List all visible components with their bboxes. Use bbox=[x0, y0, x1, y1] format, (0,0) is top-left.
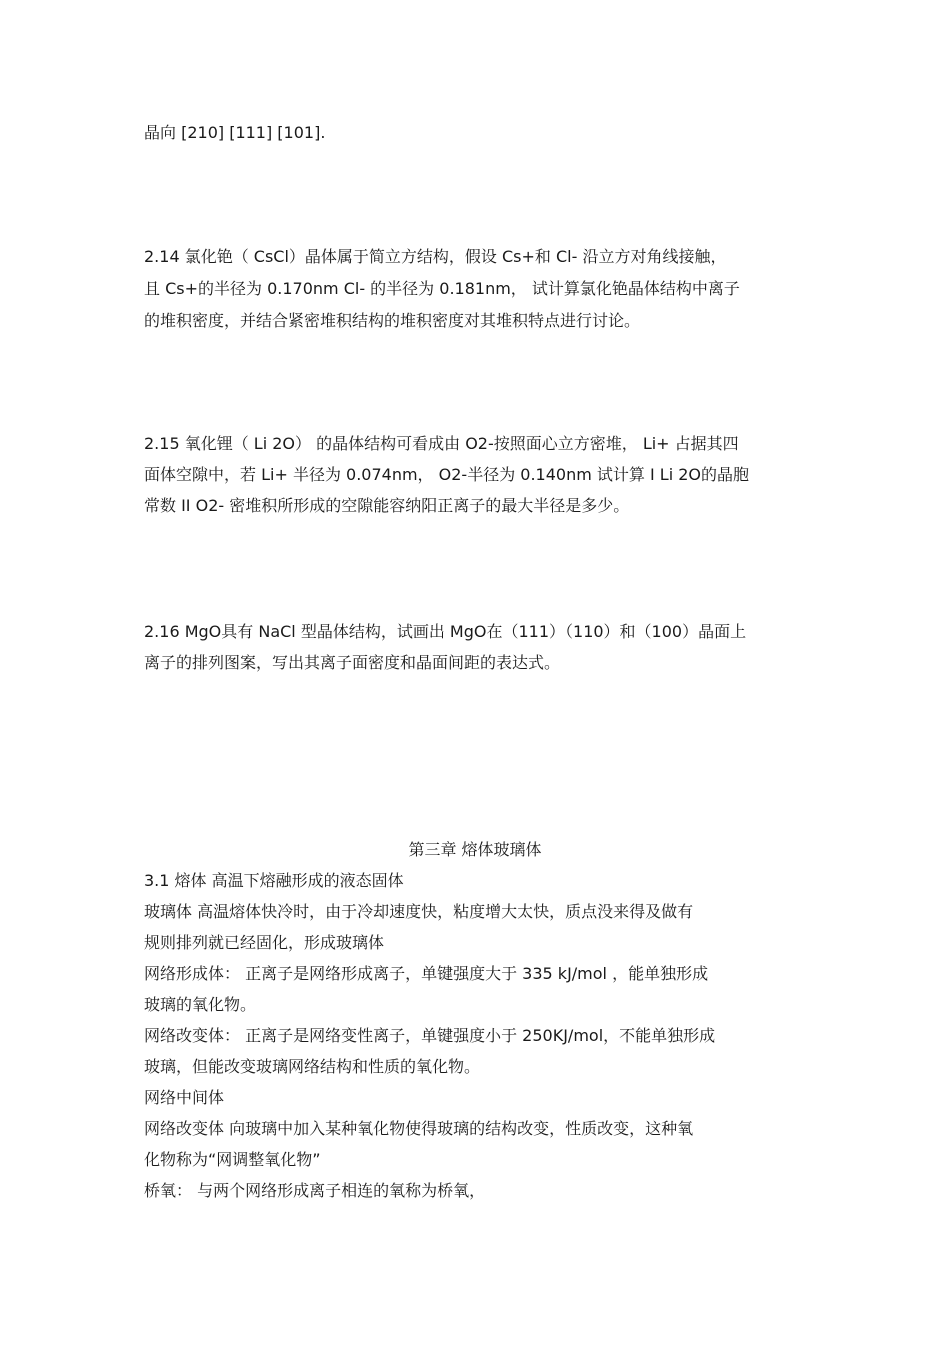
problem-2-16-line-2: 离子的排列图案，写出其离子面密度和晶面间距的表达式。 bbox=[144, 653, 561, 672]
section-3-1-melt: 3.1 熔体 高温下熔融形成的液态固体 bbox=[144, 871, 404, 890]
definition-glass-line-1: 玻璃体 高温熔体快冷时，由于冷却速度快，粘度增大太快，质点没来得及做有 bbox=[144, 902, 694, 921]
text-line-crystal-directions: 晶向 [210] [111] [101]. bbox=[144, 123, 326, 142]
definition-network-modifier-2-line-1: 网络改变体 向玻璃中加入某种氧化物使得玻璃的结构改变，性质改变，这种氧 bbox=[144, 1119, 694, 1138]
definition-network-modifier-line-2: 玻璃，但能改变玻璃网络结构和性质的氧化物。 bbox=[144, 1057, 481, 1076]
problem-2-15-line-2: 面体空隙中，若 Li+ 半径为 0.074nm， O2-半径为 0.140nm 试计算 I Li 2O的晶胞 bbox=[144, 465, 750, 484]
definition-network-intermediate: 网络中间体 bbox=[144, 1088, 225, 1107]
definition-glass-line-2: 规则排列就已经固化，形成玻璃体 bbox=[144, 933, 385, 952]
definition-network-former-line-1: 网络形成体： 正离子是网络形成离子，单键强度大于 335 kJ/mol ，能单独形成 bbox=[144, 964, 709, 983]
problem-2-15-line-3: 常数 II O2- 密堆积所形成的空隙能容纳阳正离子的最大半径是多少。 bbox=[144, 496, 630, 515]
definition-network-modifier-2-line-2: 化物称为“网调整氧化物” bbox=[144, 1150, 321, 1169]
definition-bridging-oxygen: 桥氧： 与两个网络形成离子相连的氧称为桥氧， bbox=[144, 1181, 486, 1200]
definition-network-modifier-line-1: 网络改变体： 正离子是网络变性离子，单键强度小于 250KJ/mol，不能单独形成 bbox=[144, 1026, 716, 1045]
problem-2-16-line-1: 2.16 MgO具有 NaCl 型晶体结构，试画出 MgO在（111）（110）和（100）晶面上 bbox=[144, 622, 747, 641]
problem-2-15-line-1: 2.15 氧化锂（ Li 2O） 的晶体结构可看成由 O2-按照面心立方密堆， Li+ 占据其四 bbox=[144, 434, 739, 453]
definition-network-former-line-2: 玻璃的氧化物。 bbox=[144, 995, 257, 1014]
problem-2-14-line-2: 且 Cs+的半径为 0.170nm Cl- 的半径为 0.181nm， 试计算氯化铯晶体结构中离子 bbox=[144, 279, 740, 298]
chapter-title: 第三章 熔体玻璃体 bbox=[408, 840, 542, 859]
problem-2-14-line-1: 2.14 氯化铯（ CsCl）晶体属于简立方结构，假设 Cs+和 Cl- 沿立方对角线接触， bbox=[144, 247, 727, 266]
problem-2-14-line-3: 的堆积密度，并结合紧密堆积结构的堆积密度对其堆积特点进行讨论。 bbox=[144, 311, 641, 330]
